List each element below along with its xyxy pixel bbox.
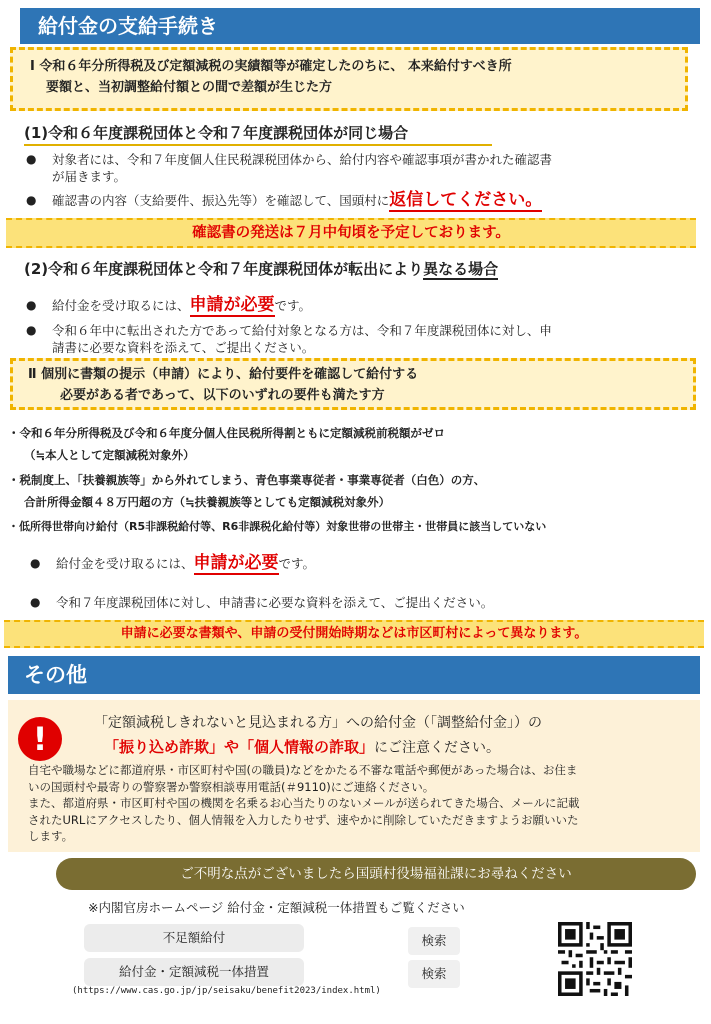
- case-1-bullet-1: [26, 151, 696, 185]
- case-2-bullet-2-line2: 請書に必要な資料を添えて、ご提出ください。: [52, 340, 315, 355]
- section-2-notice: 申請に必要な書類や、申請の受付開始時期などは市区町村によって異なります。: [4, 620, 704, 648]
- case-2-heading-underlined: 異なる場合: [423, 260, 499, 278]
- qr-code-icon[interactable]: [558, 922, 632, 996]
- warning-body-line1: 自宅や職場などに都道府県・市区町村や国(の職員)などをかたる不審な電話や郵便があった場合は、お住ま: [28, 763, 578, 777]
- section-2-bullet-1: [30, 555, 700, 572]
- category-1-line1: Ⅰ 令和６年分所得税及び定額減税の実績額等が確定したのちに、 本来給付すべき所: [30, 59, 512, 74]
- warning-line-1: 「定額減税しきれないと見込まれる方」への給付金（「調整給付金」）の: [94, 715, 542, 731]
- warning-body-line4: されたURLにアクセスしたり、個人情報を入力したりせず、速やかに削除していただきますようお願いいた: [28, 812, 579, 827]
- condition-2: ・税制度上、「扶養親族等」から外れてしまう、青色事業専従者・事業専従者（白色）の方、: [8, 473, 486, 487]
- section-2-bullet-1-text: 給付金を受け取るには、: [56, 556, 194, 571]
- case-1-bullet-2: [26, 192, 706, 209]
- search-term-1[interactable]: 不足額給付: [84, 924, 304, 952]
- category-1-line2: 要額と、当初調整給付額との間で差額が生じた方: [46, 80, 333, 95]
- exclamation-icon: !: [18, 717, 62, 761]
- case-1-bullet-1-line1: 対象者には、令和７年度個人住民税課税団体から、給付内容や確認事項が書かれた確認書: [52, 152, 553, 167]
- case-2-bullet-1-suffix: です。: [274, 298, 312, 313]
- condition-3: ・低所得世帯向け給付（R5非課税給付等、R6非課税化給付等）対象世帯の世帯主・世帯員に該当していない: [8, 520, 547, 533]
- search-button-2[interactable]: 検索: [408, 960, 460, 988]
- case-1-bullet-2-text: 確認書の内容（支給要件、振込先等）を確認して、国頭村に: [52, 193, 390, 208]
- application-required-emphasis: 申請が必要: [189, 295, 275, 315]
- case-2-bullet-2: [26, 322, 696, 356]
- case-2-heading: [24, 258, 624, 279]
- case-2-bullet-1-text: 給付金を受け取るには、: [52, 298, 190, 313]
- case-2-heading-text: (2)令和６年度課税団体と令和７年度課税団体が転出により: [24, 260, 424, 278]
- section-2-bullet-2-text: 令和７年度課税団体に対し、申請書に必要な資料を添えて、ご提出ください。: [56, 595, 494, 610]
- application-required-emphasis-2: 申請が必要: [193, 553, 279, 573]
- case-1-heading: (1)令和６年度課税団体と令和７年度課税団体が同じ場合: [24, 122, 492, 146]
- fraud-emphasis: 「振り込め詐欺」や「個人情報の詐取」: [104, 738, 375, 756]
- condition-1-note: （≒本人として定額減税対象外）: [24, 448, 195, 462]
- section-2-bullet-1-suffix: です。: [278, 556, 316, 571]
- case-2-bullet-2-line1: 令和６年中に転出された方であって給付対象となる方は、令和７年度課税団体に対し、申: [52, 323, 552, 338]
- bullet-dot-icon: ●: [30, 556, 41, 570]
- condition-2-note: 合計所得金額４８万円超の方（≒扶養親族等としても定額減税対象外）: [24, 495, 391, 509]
- warning-line-2: [104, 736, 704, 757]
- category-2-line2: 必要がある者であって、以下のいずれの要件も満たす方: [60, 388, 385, 403]
- reply-emphasis: 返信してください。: [389, 190, 543, 210]
- category-2-line1: Ⅱ 個別に書類の提示（申請）により、給付要件を確認して給付する: [28, 367, 419, 382]
- bullet-dot-icon: ●: [26, 193, 37, 207]
- warning-body-line2: いの国頭村や最寄りの警察署か警察相談専用電話(＃9110)にご連絡ください。: [28, 779, 435, 794]
- case-1-bullet-1-line2: が届きます。: [52, 169, 127, 184]
- footer-url[interactable]: (https://www.cas.go.jp/jp/seisaku/benefit2023/index.html): [72, 986, 381, 996]
- search-button-1[interactable]: 検索: [408, 927, 460, 955]
- condition-1: ・令和６年分所得税及び令和６年度分個人住民税所得割ともに定額減税前税額がゼロ: [8, 426, 445, 440]
- bullet-dot-icon: ●: [30, 595, 41, 609]
- warning-line-2-suffix: にご注意ください。: [374, 740, 501, 756]
- search-term-2[interactable]: 給付金・定額減税一体措置: [84, 958, 304, 986]
- bullet-dot-icon: ●: [26, 152, 37, 166]
- bullet-dot-icon: ●: [26, 323, 37, 337]
- bullet-dot-icon: ●: [26, 298, 37, 312]
- section-title: 給付金の支給手続き: [20, 8, 700, 44]
- warning-body-line5: します。: [28, 829, 74, 843]
- warning-body-line3: また、都道府県・市区町村や国の機関を名乗るお心当たりのないメールが送られてきた場合、メールに記載: [28, 796, 580, 810]
- section-2-bullet-2: [30, 594, 700, 611]
- other-section-title: その他: [8, 656, 700, 694]
- footer-note: ※内閣官房ホームページ 給付金・定額減税一体措置もご覧ください: [88, 900, 465, 915]
- case-2-bullet-1: [26, 297, 696, 314]
- warning-body: [28, 762, 700, 845]
- case-1-notice: 確認書の発送は７月中旬頃を予定しております。: [6, 218, 696, 248]
- contact-banner: ご不明な点がございましたら国頭村役場福祉課にお尋ねください: [56, 858, 696, 890]
